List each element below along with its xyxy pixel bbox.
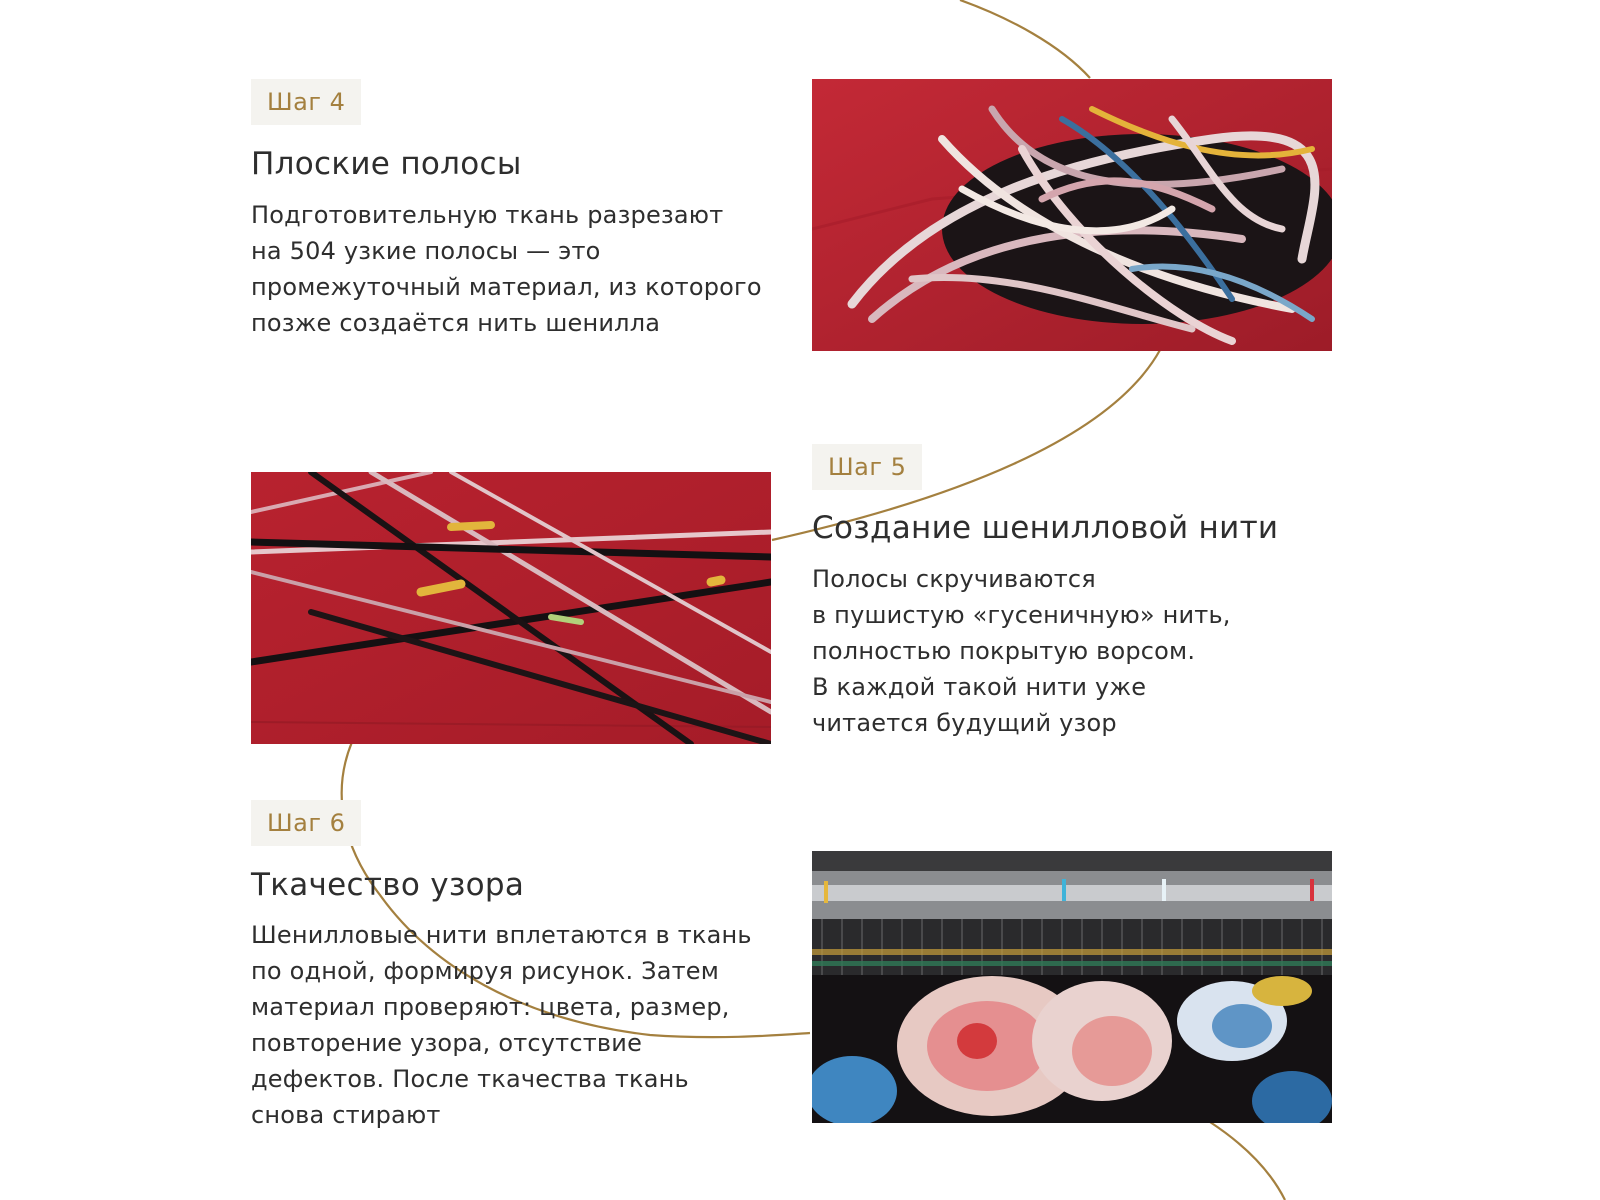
step-description: Шенилловые нити вплетаются в ткань по одной, формируя рисунок. Затем материал проверяют: цвета, размер, повторение узора, отсутствие дефектов. После ткачества ткань снова стирают <box>251 921 752 1129</box>
step-badge: Шаг 6 <box>251 800 361 846</box>
step-title: Плоские полосы <box>251 146 522 182</box>
step-badge: Шаг 5 <box>812 444 922 490</box>
loom-weaving-photo <box>812 851 1332 1123</box>
step-description: Подготовительную ткань разрезают на 504 узкие полосы — это промежуточный материал, из которого позже создаётся нить шенилла <box>251 201 762 337</box>
step-description: Полосы скручиваются в пушистую «гусеничную» нить, полностью покрытую ворсом. В каждой такой нити уже читается будущий узор <box>812 565 1231 737</box>
step-title: Ткачество узора <box>251 867 525 903</box>
chenille-threads-photo <box>251 472 771 744</box>
step-title: Создание шенилловой нити <box>812 510 1279 546</box>
strips-pile-photo <box>812 79 1332 351</box>
step-badge: Шаг 4 <box>251 79 361 125</box>
